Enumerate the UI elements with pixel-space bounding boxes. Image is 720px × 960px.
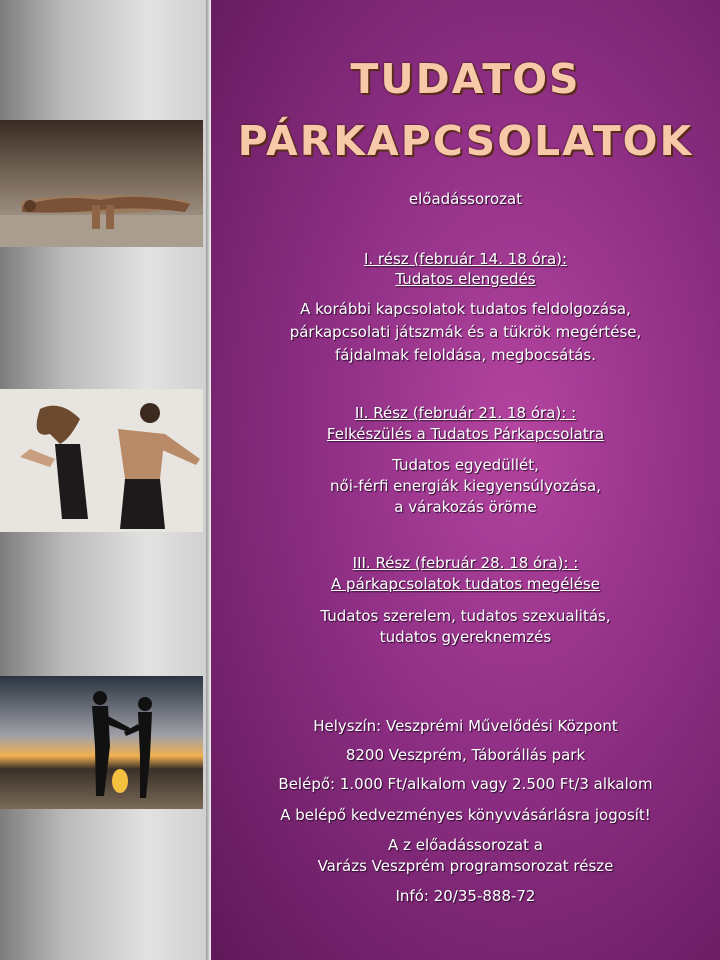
address-text: 8200 Veszprém, Táborállás park [345,746,586,764]
discount-text: A belépő kedvezményes könyvvásárlásra jogosít! [280,806,651,824]
session-3-date: III. Rész (február 28. 18 óra): : [352,554,579,572]
session-3-text-line: tudatos gyereknemzés [379,628,552,646]
session-3-text-line: Tudatos szerelem, tudatos szexualitás, [320,607,611,625]
poster-title-line-1: TUDATOS [350,55,581,103]
session-2-title: Felkészülés a Tudatos Párkapcsolatra [326,425,605,443]
series-text-line-2: Varázs Veszprém programsorozat része [317,857,614,875]
contact-info: Infó: 20/35-888-72 [395,887,536,905]
session-2-text-line: női-férfi energiák kiegyensúlyozása, [330,477,601,495]
session-1-text-line: A korábbi kapcsolatok tudatos feldolgozása, [300,300,631,318]
beach-sunset-photo [0,676,203,809]
poster-title-line-2: PÁRKAPCSOLATOK [237,117,694,165]
session-2-text-line: Tudatos egyedüllét, [392,456,539,474]
poster-subtitle: előadássorozat [408,190,523,208]
session-2-text-line: a várakozás öröme [394,498,537,516]
session-2-date: II. Rész (február 21. 18 óra): : [354,404,577,422]
session-1-date: I. rész (február 14. 18 óra): [363,250,568,268]
session-3-title: A párkapcsolatok tudatos megélése [331,575,600,593]
series-text-line-1: A z előadássorozat a [388,836,543,854]
yoga-pose-photo [0,120,203,247]
venue-text: Helyszín: Veszprémi Művelődési Központ [313,717,618,735]
session-1-title: Tudatos elengedés [395,270,536,288]
session-1-text-line: fájdalmak feloldása, megbocsátás. [334,346,597,364]
session-1-text-line: párkapcsolati játszmák és a tükrök megértése, [289,323,642,341]
dancers-photo [0,389,203,532]
poster-main-panel [211,0,720,960]
fee-text: Belépő: 1.000 Ft/alkalom vagy 2.500 Ft/3 alkalom [278,775,653,793]
